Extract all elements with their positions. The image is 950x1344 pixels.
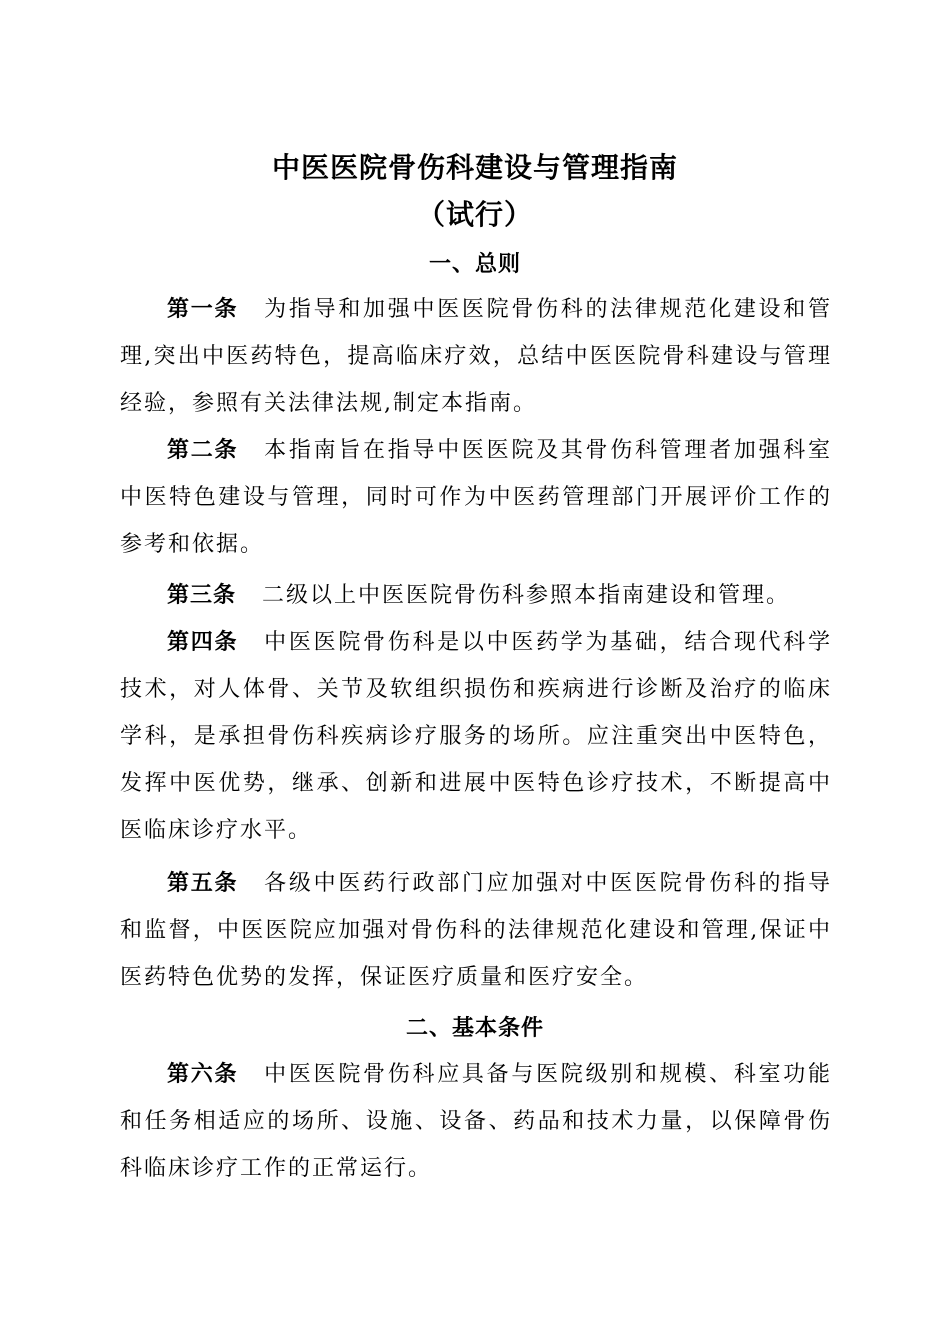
document-subtitle: （试行） — [416, 198, 533, 231]
article-label: 第一条 — [167, 297, 239, 322]
article-text: 中医医院骨伤科应具备与医院级别和规模、科室功能和任务相适应的场所、设施、设备、药品和技术力量，以保障骨伤科临床诊疗工作的正常运行。 — [120, 1062, 832, 1181]
article-label: 第五条 — [167, 871, 239, 896]
article-label: 第六条 — [167, 1062, 239, 1087]
article-paragraph — [120, 860, 832, 1001]
section-heading: 一、总则 — [428, 252, 521, 277]
article-label: 第四条 — [167, 630, 239, 655]
article-text: 本指南旨在指导中医医院及其骨伤科管理者加强科室中医特色建设与管理，同时可作为中医药管理部门开展评价工作的参考和依据。 — [120, 438, 832, 557]
article-paragraph — [120, 572, 832, 619]
article-paragraph — [120, 286, 832, 427]
article-label: 第二条 — [167, 438, 239, 463]
document-title: 中医医院骨伤科建设与管理指南 — [271, 151, 678, 184]
article-paragraph — [120, 427, 832, 568]
article-text: 中医医院骨伤科是以中医药学为基础，结合现代科学技术，对人体骨、关节及软组织损伤和疾病进行诊断及治疗的临床学科，是承担骨伤科疾病诊疗服务的场所。应注重突出中医特色，发挥中医优势，继承、创新和进展中医特色诊疗技术，不断提高中医临床诊疗水平。 — [120, 630, 832, 843]
article-text: 各级中医药行政部门应加强对中医医院骨伤科的指导和监督，中医医院应加强对骨伤科的法律规范化建设和管理,保证中医药特色优势的发挥，保证医疗质量和医疗安全。 — [120, 871, 832, 990]
article-paragraph — [120, 619, 832, 854]
article-paragraph — [120, 1051, 832, 1192]
article-text: 为指导和加强中医医院骨伤科的法律规范化建设和管理,突出中医药特色，提高临床疗效，总结中医医院骨科建设与管理经验，参照有关法律法规,制定本指南。 — [120, 297, 832, 416]
article-label: 第三条 — [167, 583, 237, 608]
article-text: 二级以上中医医院骨伤科参照本指南建设和管理。 — [262, 583, 791, 608]
section-heading: 二、基本条件 — [405, 1016, 544, 1041]
